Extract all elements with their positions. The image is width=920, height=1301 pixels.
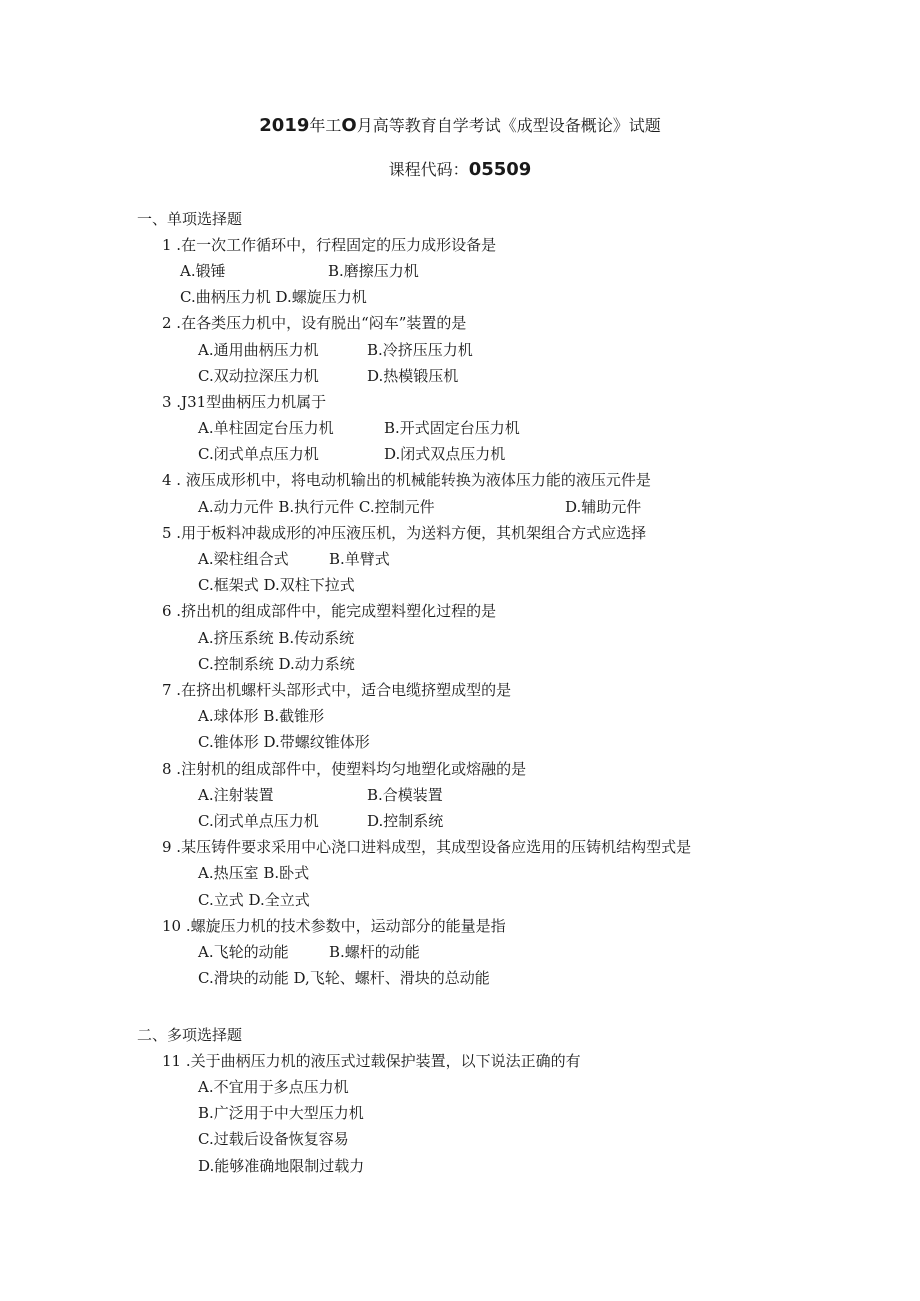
option-d: D.热模锻压机 <box>367 367 459 385</box>
question-stem: 7 .在挤出机螺杆头部形式中，适合电缆挤塑成型的是 <box>162 681 512 699</box>
option-a: A.通用曲柄压力机 <box>198 341 319 359</box>
option-c: C.闭式单点压力机 <box>198 812 319 830</box>
option-ab: A.热压室 B.卧式 <box>198 864 310 882</box>
option-a: A.锻锤 <box>180 262 226 280</box>
option-b: B.螺杆的动能 <box>329 943 420 961</box>
option-cd: C.曲柄压力机 D.螺旋压力机 <box>180 288 367 306</box>
option-b: B.合模装置 <box>367 786 443 804</box>
option-cd: C.框架式 D.双柱下拉式 <box>198 576 355 594</box>
title-mid: 年工 <box>309 116 342 135</box>
option-a: A.单柱固定台压力机 <box>198 419 334 437</box>
question-stem: 9 .某压铸件要求采用中心浇口进料成型，其成型设备应选用的压铸机结构型式是 <box>162 838 692 856</box>
course-code-label: 课程代码： <box>388 160 469 179</box>
option-a: A.飞轮的动能 <box>198 943 289 961</box>
option-abc: A.动力元件 B.执行元件 C.控制元件 <box>198 498 435 516</box>
option-d: D.闭式双点压力机 <box>384 445 506 463</box>
question-stem: 10 .螺旋压力机的技术参数中，运动部分的能量是指 <box>162 917 506 935</box>
option-ab: A.球体形 B.截锥形 <box>198 707 325 725</box>
option-cd: C.控制系统 D.动力系统 <box>198 655 355 673</box>
option-a: A.不宜用于多点压力机 <box>198 1078 349 1096</box>
option-b: B.开式固定台压力机 <box>384 419 520 437</box>
title-month: O <box>341 115 357 136</box>
question-stem: 6 .挤出机的组成部件中，能完成塑料塑化过程的是 <box>162 602 497 620</box>
option-c: C.双动拉深压力机 <box>198 367 319 385</box>
question-stem: 2 .在各类压力机中，设有脱出“闷车”装置的是 <box>162 314 467 332</box>
option-b: B.磨擦压力机 <box>328 262 419 280</box>
option-ab: A.挤压系统 B.传动系统 <box>198 629 355 647</box>
option-cd: C.锥体形 D.带螺纹锥体形 <box>198 733 370 751</box>
section-heading-multiple-choice: 二、多项选择题 <box>137 1026 243 1044</box>
option-d: D.控制系统 <box>367 812 444 830</box>
option-b: B.单臂式 <box>329 550 390 568</box>
option-c: C.过载后设备恢复容易 <box>198 1130 349 1148</box>
question-stem: 5 .用于板料冲裁成形的冲压液压机，为送料方便，其机架组合方式应选择 <box>162 524 647 542</box>
exam-title <box>0 114 920 138</box>
title-rest: 月高等教育自学考试《成型设备概论》试题 <box>356 116 661 135</box>
option-b: B.冷挤压压力机 <box>367 341 473 359</box>
option-d: D.辅助元件 <box>565 498 642 516</box>
option-cd: C.滑块的动能 D,飞轮、螺杆、滑块的总动能 <box>198 969 490 987</box>
option-a: A.梁柱组合式 <box>198 550 289 568</box>
question-stem: 3 .J31型曲柄压力机属于 <box>162 393 327 411</box>
question-stem: 4 . 液压成形机中，将电动机输出的机械能转换为液体压力能的液压元件是 <box>162 471 651 489</box>
course-code <box>0 158 920 182</box>
section-heading-single-choice: 一、单项选择题 <box>137 210 243 228</box>
title-year: 2019 <box>259 115 310 136</box>
option-cd: C.立式 D.全立式 <box>198 891 310 909</box>
option-a: A.注射装置 <box>198 786 274 804</box>
question-stem: 11 .关于曲柄压力机的液压式过载保护装置，以下说法正确的有 <box>162 1052 581 1070</box>
option-d: D.能够准确地限制过载力 <box>198 1157 365 1175</box>
question-stem: 1 .在一次工作循环中，行程固定的压力成形设备是 <box>162 236 497 254</box>
option-c: C.闭式单点压力机 <box>198 445 319 463</box>
option-b: B.广泛用于中大型压力机 <box>198 1104 364 1122</box>
question-stem: 8 .注射机的组成部件中，使塑料均匀地塑化或熔融的是 <box>162 760 527 778</box>
course-code-value: 05509 <box>468 159 532 180</box>
